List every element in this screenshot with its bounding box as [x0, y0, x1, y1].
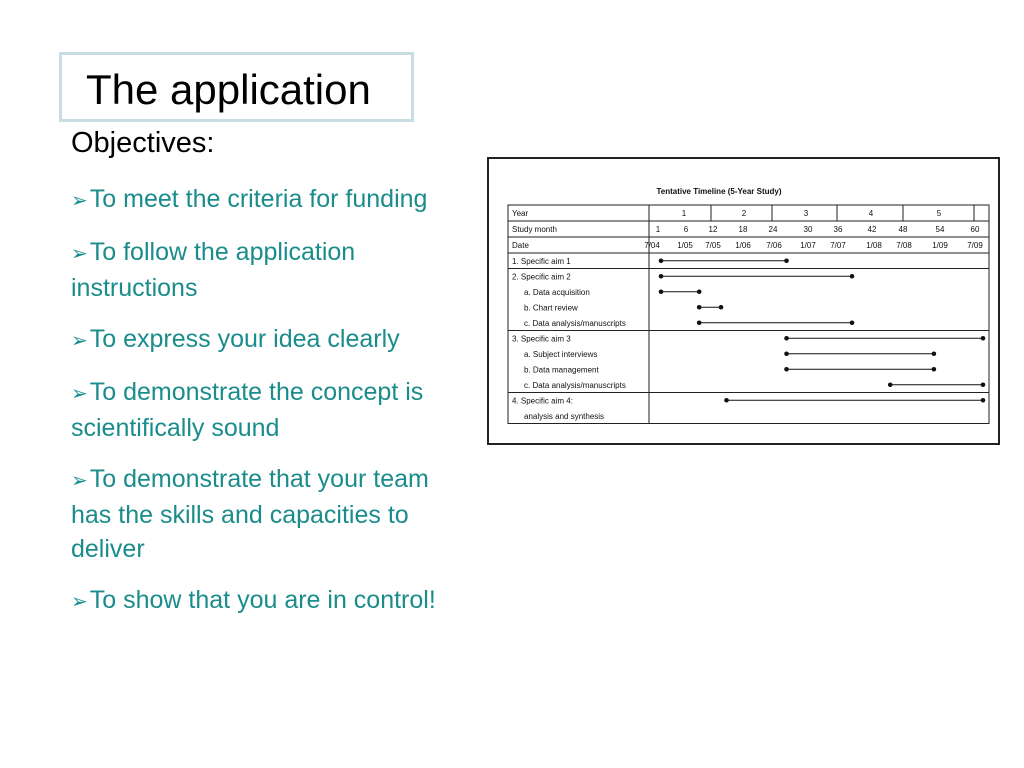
title-box [59, 52, 414, 122]
bullet-text: To demonstrate the concept is scientifically sound [71, 378, 424, 442]
date-tick-label: 7/08 [896, 241, 912, 250]
objectives-heading: Objectives: [71, 127, 215, 159]
gantt-end-point [981, 382, 986, 387]
gantt-end-point [784, 258, 789, 263]
row-label-study-month: Study month [512, 225, 557, 234]
gantt-end-point [719, 305, 724, 310]
arrow-bullet-icon: ➢ [71, 243, 88, 265]
date-tick-label: 7/06 [766, 241, 782, 250]
timeline-title: Tentative Timeline (5-Year Study) [656, 187, 782, 196]
timeline-figure [487, 157, 1000, 445]
year-tick-label: 1 [681, 209, 687, 218]
arrow-bullet-icon: ➢ [71, 591, 88, 613]
year-tick-label: 4 [868, 209, 874, 218]
bullet-text: To show that you are in control! [89, 586, 436, 614]
month-tick-label: 18 [738, 225, 748, 234]
bullet-item [71, 583, 456, 619]
row-label-year: Year [512, 209, 529, 218]
gantt-end-point [932, 367, 937, 372]
year-tick-label: 2 [741, 209, 747, 218]
month-tick-label: 60 [970, 225, 980, 234]
date-tick-label: 7/07 [830, 241, 846, 250]
arrow-bullet-icon: ➢ [71, 190, 88, 212]
month-tick-label: 54 [935, 225, 945, 234]
arrow-bullet-icon: ➢ [71, 383, 88, 405]
month-tick-label: 30 [803, 225, 813, 234]
year-tick-label: 5 [936, 209, 942, 218]
aim-label: a. Subject interviews [524, 350, 598, 359]
bullet-item [71, 235, 456, 305]
objectives-list [71, 182, 456, 636]
bullet-item [71, 375, 456, 445]
month-tick-label: 6 [683, 225, 689, 234]
month-tick-label: 42 [867, 225, 877, 234]
gantt-end-point [850, 320, 855, 325]
gantt-start-point [784, 336, 789, 341]
date-tick-label: 7/05 [705, 241, 721, 250]
bullet-item [71, 322, 456, 358]
aim-label: c. Data analysis/manuscripts [524, 381, 626, 390]
gantt-end-point [981, 398, 986, 403]
month-tick-label: 36 [833, 225, 843, 234]
month-tick-label: 24 [768, 225, 778, 234]
bullet-text: To meet the criteria for funding [89, 185, 428, 213]
arrow-bullet-icon: ➢ [71, 330, 88, 352]
aim-label: analysis and synthesis [524, 412, 605, 421]
table-frame [508, 205, 989, 424]
date-tick-label: 1/06 [735, 241, 751, 250]
bullet-text: To follow the application instructions [71, 238, 356, 302]
aim-label: b. Data management [524, 365, 599, 375]
aim-label: 3. Specific aim 3 [512, 334, 571, 344]
timeline-table [489, 159, 998, 443]
aim-label: 4. Specific aim 4: [512, 396, 573, 406]
aim-label: 1. Specific aim 1 [512, 257, 571, 266]
bullet-text: To express your idea clearly [89, 325, 400, 353]
bullet-item [71, 462, 456, 566]
date-tick-label: 7/04 [644, 241, 660, 250]
gantt-end-point [697, 289, 702, 294]
date-tick-label: 1/07 [800, 241, 816, 250]
month-tick-label: 1 [655, 225, 661, 234]
arrow-bullet-icon: ➢ [71, 470, 88, 492]
gantt-start-point [724, 398, 729, 403]
date-tick-label: 1/05 [677, 241, 693, 250]
aim-label: b. Chart review [524, 303, 578, 313]
bullet-text: To demonstrate that your team has the skills and capacities to deliver [71, 465, 429, 563]
aim-label: a. Data acquisition [524, 288, 590, 297]
gantt-start-point [784, 367, 789, 372]
gantt-start-point [659, 289, 664, 294]
row-label-date: Date [512, 241, 529, 250]
date-tick-label: 1/08 [866, 241, 882, 250]
year-tick-label: 3 [803, 209, 809, 218]
bullet-item [71, 182, 456, 218]
gantt-start-point [888, 382, 893, 387]
gantt-start-point [697, 320, 702, 325]
date-tick-label: 7/09 [967, 241, 983, 250]
gantt-end-point [981, 336, 986, 341]
date-tick-label: 1/09 [932, 241, 948, 250]
gantt-start-point [659, 258, 664, 263]
gantt-start-point [697, 305, 702, 310]
gantt-end-point [932, 351, 937, 356]
gantt-start-point [659, 274, 664, 279]
month-tick-label: 12 [708, 225, 718, 234]
aim-label: c. Data analysis/manuscripts [524, 319, 626, 328]
aim-label: 2. Specific aim 2 [512, 272, 571, 282]
slide-title: The application [86, 66, 371, 113]
gantt-start-point [784, 351, 789, 356]
month-tick-label: 48 [898, 225, 908, 234]
gantt-end-point [850, 274, 855, 279]
